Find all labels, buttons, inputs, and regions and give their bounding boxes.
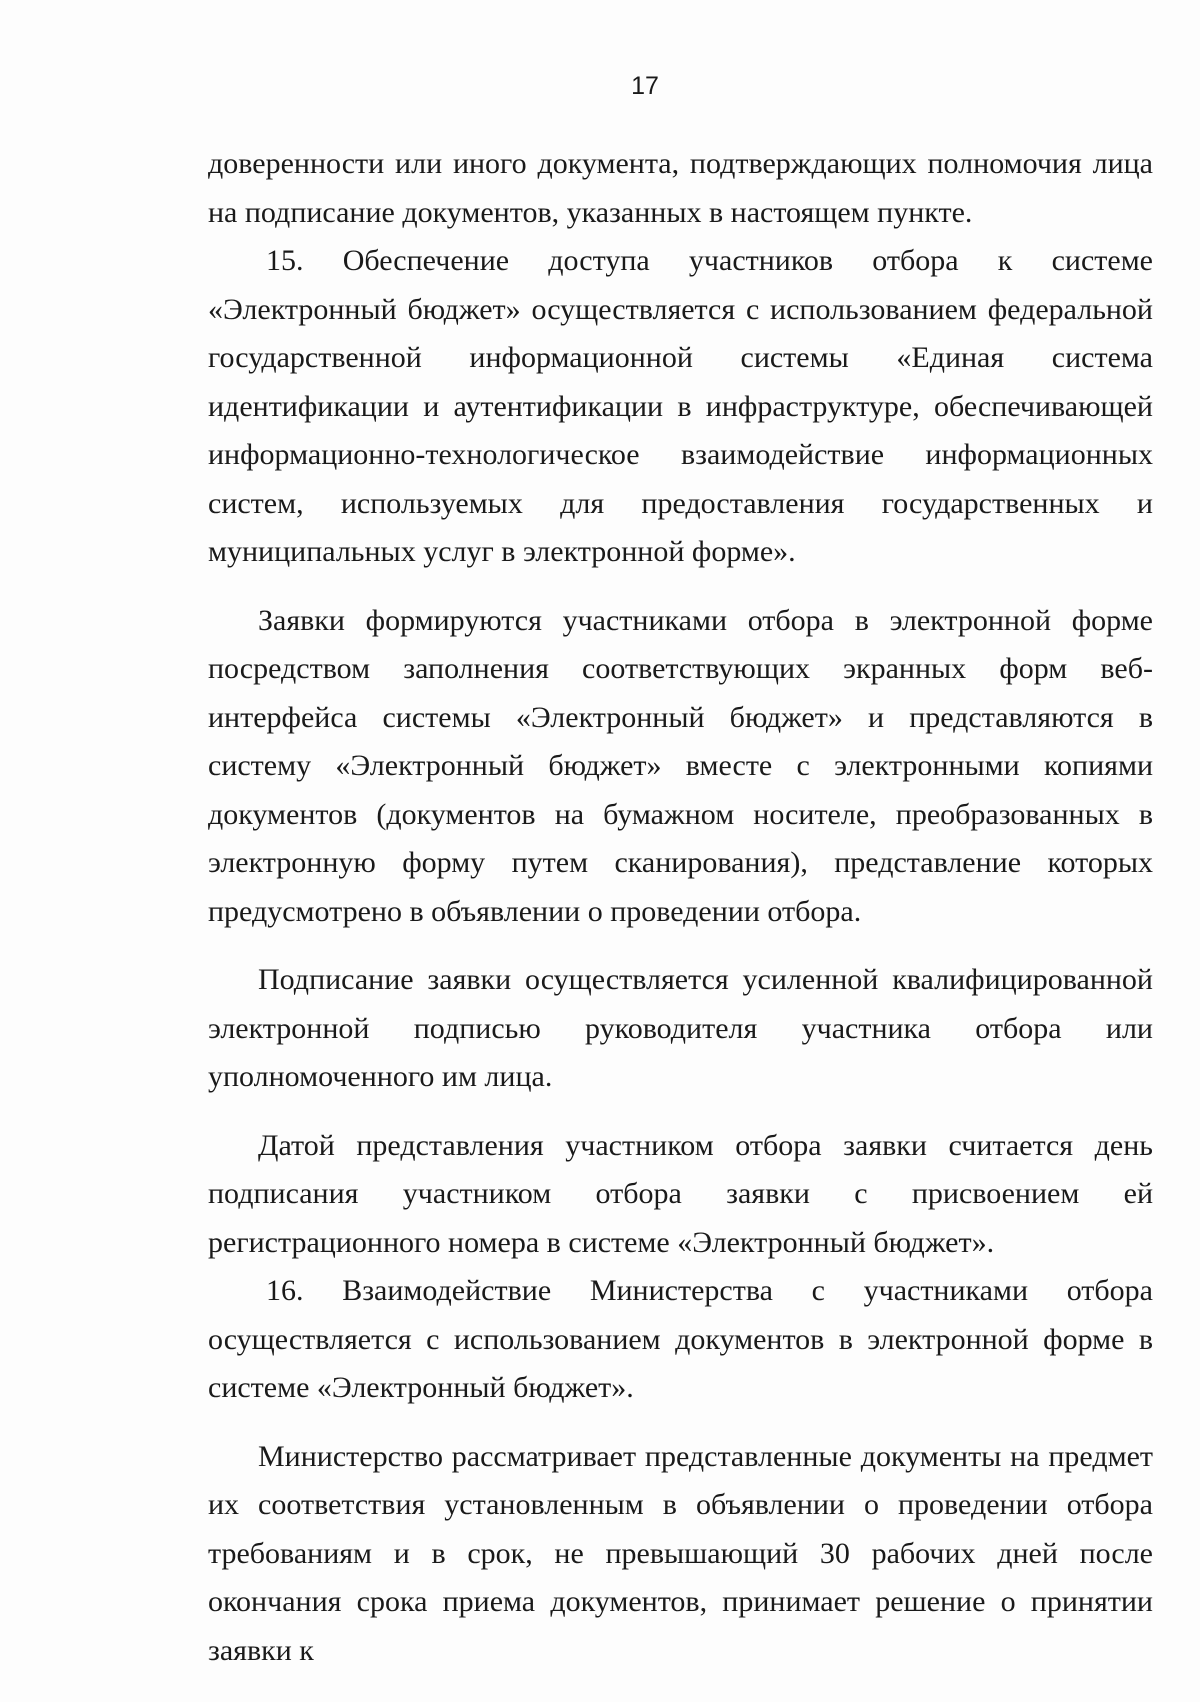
document-body xyxy=(208,140,1153,1675)
paragraph-signing: Подписание заявки осуществляется усиленной квалифицированной электронной подписью руководителя участника отбора или уполномоченного им лица. xyxy=(208,963,1153,1093)
paragraph-review: Министерство рассматривает представленные документы на предмет их соответствия установленным в объявлении о проведении отбора требованиям и в срок, не превышающий 30 рабочих дней после окончания срока приема документов, принимает решение о принятии заявки к xyxy=(208,1439,1153,1667)
paragraph-item-16: 16. Взаимодействие Министерства с участниками отбора осуществляется с использованием документов в электронной форме в системе «Электронный бюджет». xyxy=(208,1274,1153,1404)
paragraph-applications: Заявки формируются участниками отбора в электронной форме посредством заполнения соответствующих экранных форм веб-интерфейса системы «Электронный бюджет» и представляются в систему «Электронный бюджет» вместе с электронными копиями документов (документов на бумажном носителе, преобразованных в электронную форму путем сканирования), представление которых предусмотрено в объявлении о проведении отбора. xyxy=(208,603,1153,928)
paragraph-submission-date: Датой представления участником отбора заявки считается день подписания участником отбора заявки с присвоением ей регистрационного номера в системе «Электронный бюджет». xyxy=(208,1128,1153,1259)
paragraph-continuation: доверенности или иного документа, подтверждающих полномочия лица на подписание документов, указанных в настоящем пункте. xyxy=(208,147,1153,229)
paragraph-item-15: 15. Обеспечение доступа участников отбора к системе «Электронный бюджет» осуществляется с использованием федеральной государственной информационной системы «Единая система идентификации и аутентификации в инфраструктуре, обеспечивающей информационно-технологическое взаимодействие информационных систем, используемых для предоставления государственных и муниципальных услуг в электронной форме». xyxy=(208,244,1153,568)
page-number: 17 xyxy=(631,72,659,100)
